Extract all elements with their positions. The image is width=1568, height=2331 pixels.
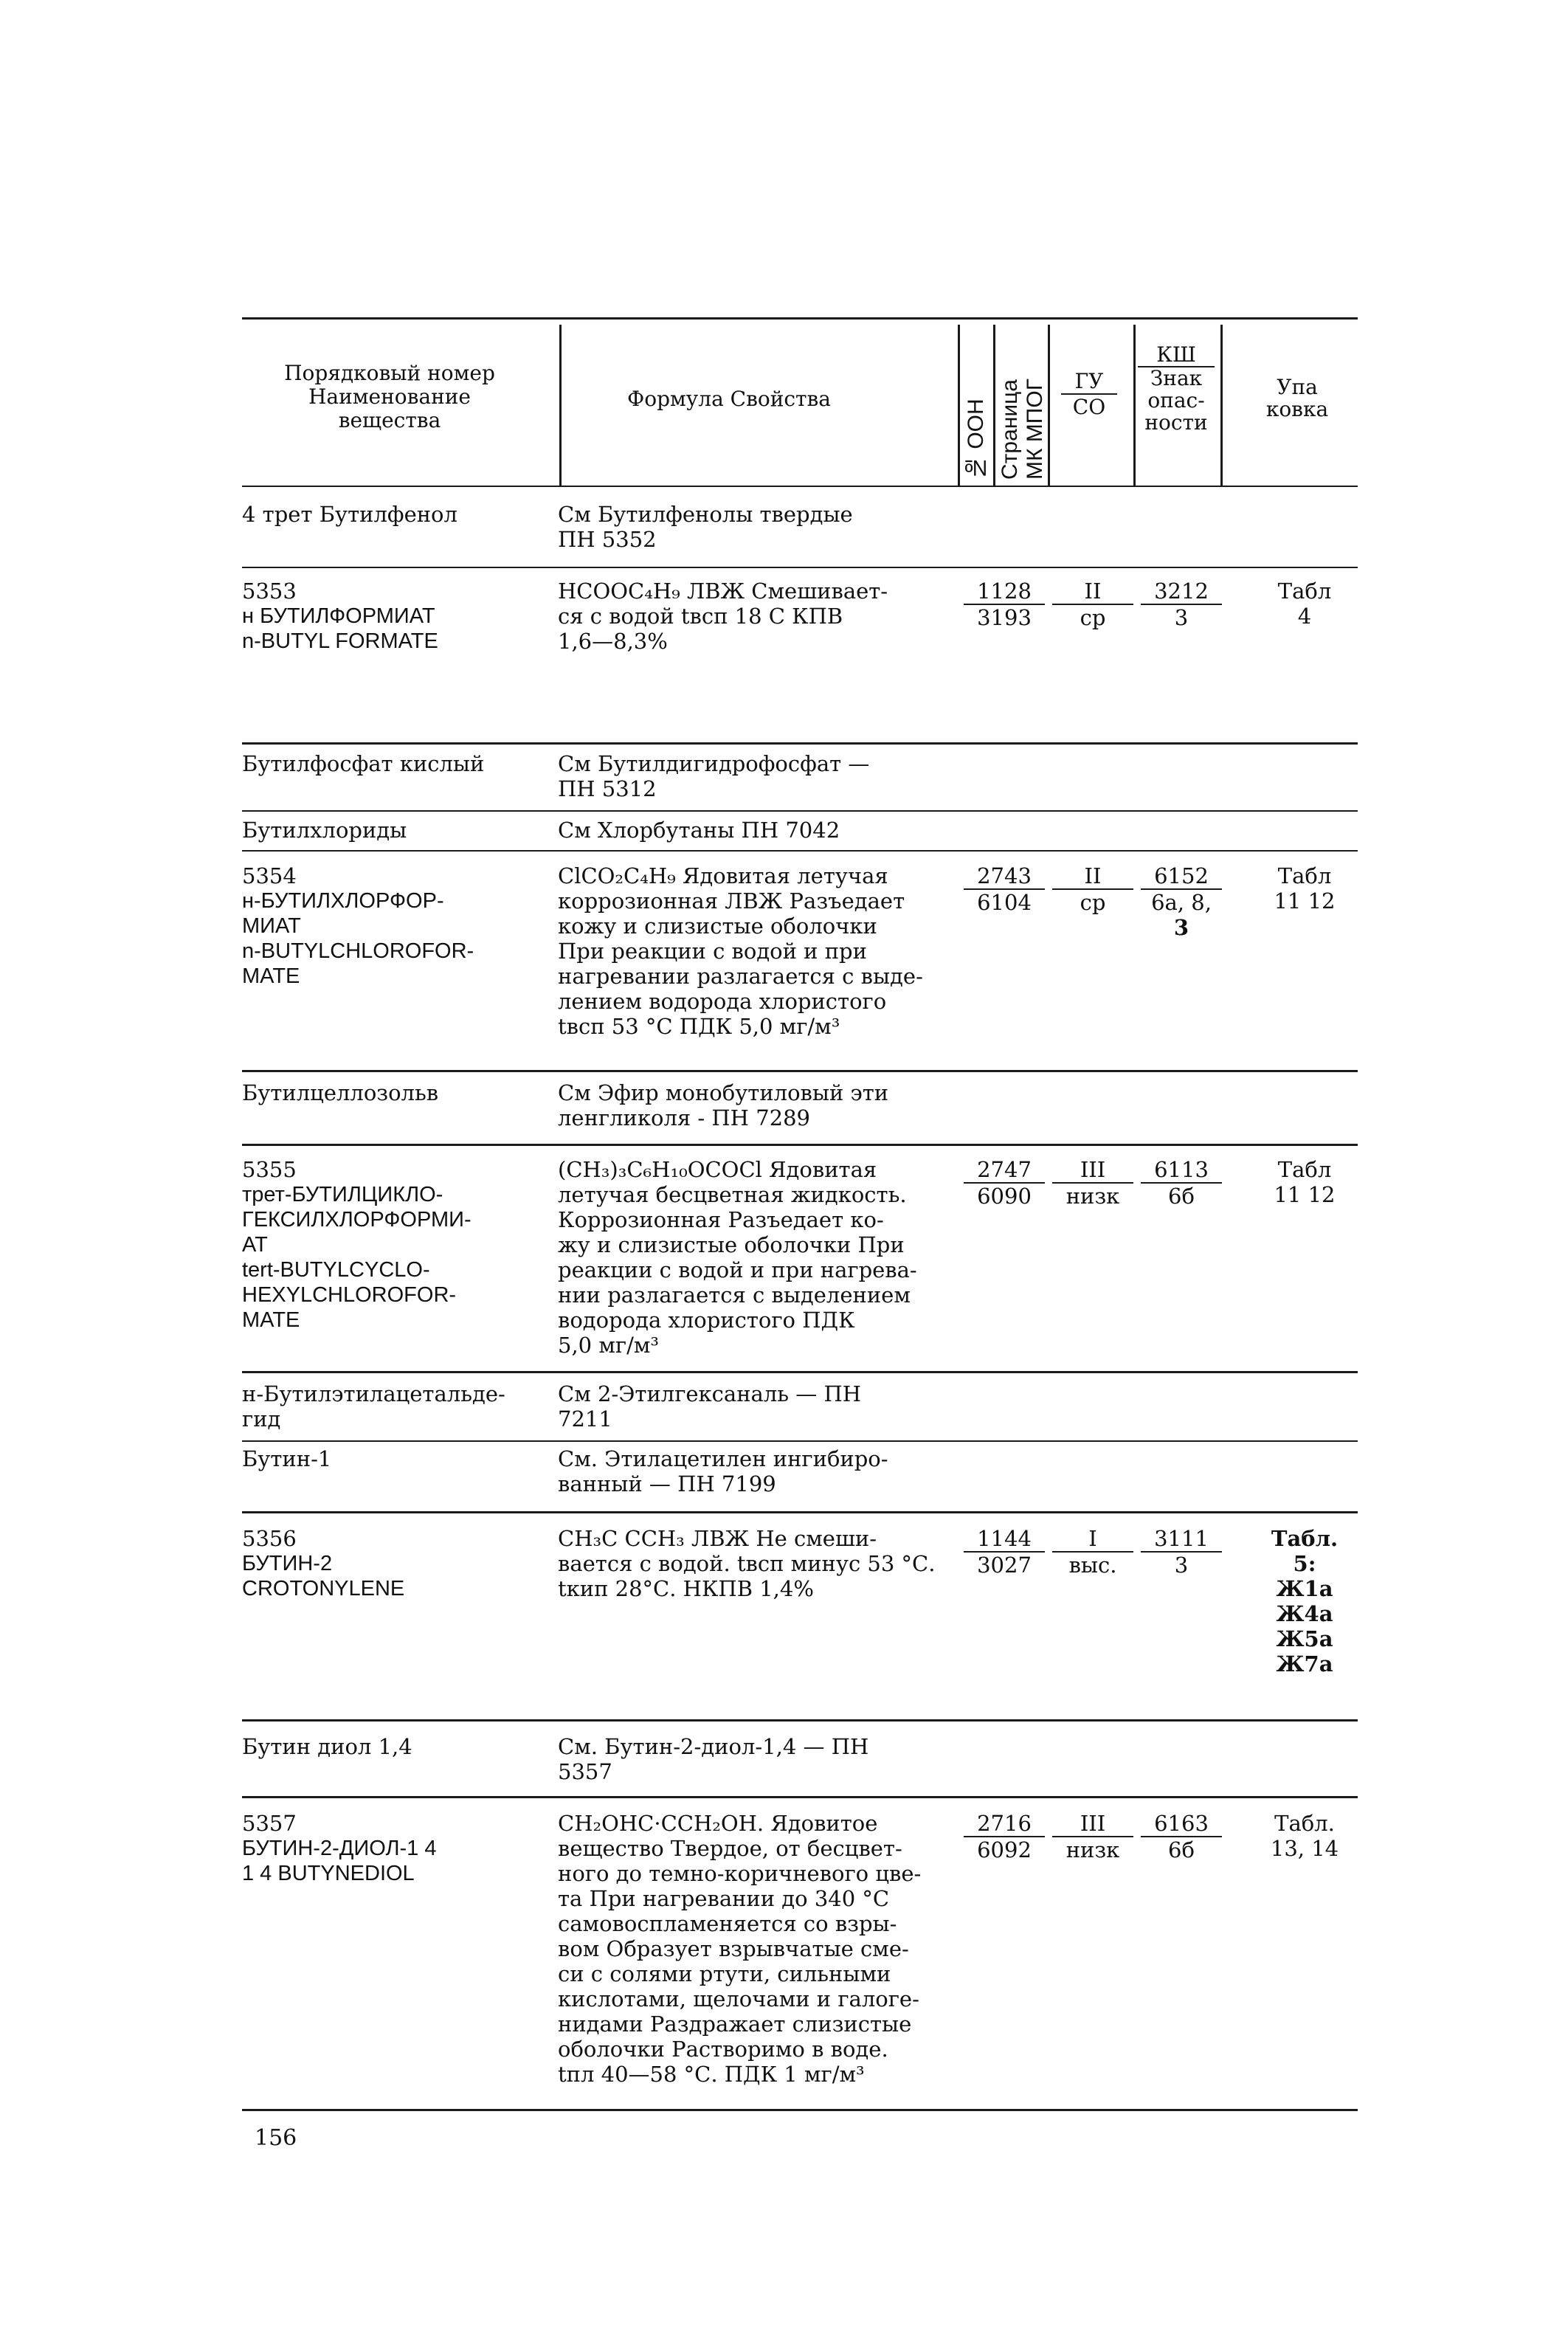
row-name-line: БУТИН-2 — [242, 1552, 333, 1575]
row-props-line: tкип 28°С. НКПВ 1,4% — [558, 1576, 814, 1601]
row-name-line: tert-BUTYLCYCLO- — [242, 1258, 430, 1282]
row-name-line: CROTONYLENE — [242, 1577, 405, 1600]
danger-sign: 3 — [1141, 604, 1222, 630]
header-col-ksh-sub-line: ности — [1144, 410, 1208, 435]
un-number: 1144 — [977, 1526, 1032, 1551]
row-name-line: MATE — [242, 964, 300, 988]
row-rule — [242, 1371, 1358, 1373]
packaging-line: Ж5а — [1276, 1626, 1333, 1651]
row-props-line: 7211 — [558, 1406, 612, 1432]
row-name-line: MATE — [242, 1308, 300, 1332]
header-col-gu-den: СО — [1061, 393, 1117, 419]
packaging-line: 4 — [1297, 604, 1312, 629]
row-props-line: tпл 40—58 °С. ПДК 1 мг/м³ — [558, 2062, 865, 2087]
danger-sign: 6б — [1141, 1836, 1222, 1862]
row-name-line: ГЕКСИЛХЛОРФОРМИ- — [242, 1208, 472, 1232]
row-props-line: ся с водой tвсп 18 С КПВ — [558, 604, 843, 629]
header-col-name-line: Наименование — [308, 384, 471, 409]
danger-level: ср — [1052, 604, 1133, 630]
page-number-ref: 6090 — [964, 1182, 1045, 1209]
row-props-line: вещество Твердое, от бесцвет- — [558, 1836, 902, 1861]
row-rule — [242, 1070, 1358, 1072]
row-props-line: коррозионная ЛВЖ Разъедает — [558, 888, 905, 914]
row-name-line: АТ — [242, 1233, 268, 1257]
row-props-line: CH₃C CCH₃ ЛВЖ Не смеши- — [558, 1526, 877, 1551]
packaging-line: Ж1а — [1276, 1576, 1333, 1601]
row-props-line: лением водорода хлористого — [558, 989, 887, 1014]
header-divider — [993, 325, 995, 487]
row-name-line: Бутилцеллозольв — [242, 1080, 439, 1105]
row-props-line: 1,6—8,3% — [558, 629, 668, 654]
row-rule — [242, 742, 1358, 745]
row-name-line: 4 трет Бутилфенол — [242, 502, 457, 527]
header-col-pack-line: Упа — [1277, 375, 1318, 399]
row-props-line: 5,0 мг/м³ — [558, 1333, 660, 1358]
un-number: 2716 — [977, 1811, 1032, 1836]
row-props-line: См. Бутин-2-диол-1,4 — ПН — [558, 1734, 869, 1759]
row-props-line: кислотами, щелочами и галоге- — [558, 1986, 919, 2011]
header-col-name-line: вещества — [338, 408, 441, 432]
row-name-line: МИАТ — [242, 914, 301, 938]
row-props-line: ПН 5352 — [558, 527, 657, 552]
row-name-line: n-BUTYL FORMATE — [242, 629, 438, 653]
row-props-line: реакции с водой и при нагрева- — [558, 1257, 917, 1282]
row-props-line: См Бутилдигидрофосфат — — [558, 751, 870, 776]
packaging-line: 11 12 — [1274, 1182, 1336, 1207]
packaging-line: Табл — [1277, 863, 1332, 888]
danger-sign-extra: 3 — [1173, 915, 1189, 940]
page-number: 156 — [255, 2125, 297, 2151]
row-name-line: Бутилхлориды — [242, 818, 407, 843]
packaging-line: Ж7а — [1276, 1651, 1333, 1676]
packing-group: II — [1084, 579, 1102, 604]
header-col-formula-label: Формула Свойства — [627, 387, 831, 411]
packaging-line: 5: — [1293, 1551, 1316, 1576]
row-name-line: n-BUTYLCHLOROFOR- — [242, 939, 474, 963]
row-props-line: та При нагревании до 340 °С — [558, 1886, 890, 1911]
header-col-pack — [1238, 376, 1356, 561]
header-col-ksh-sub — [1138, 366, 1215, 434]
ksh-code: 6113 — [1154, 1157, 1209, 1182]
header-divider — [1133, 325, 1136, 487]
row-name-line: Бутин диол 1,4 — [242, 1734, 412, 1759]
row-props-line: 5357 — [558, 1759, 612, 1784]
header-divider — [1048, 325, 1050, 487]
header-col-page-line: Страница — [998, 379, 1022, 480]
packaging-line: Табл — [1277, 579, 1332, 604]
danger-sign: 6а, 8, — [1141, 888, 1222, 915]
row-props-line: ClCO₂C₄H₉ Ядовитая летучая — [558, 863, 888, 888]
row-props-line: водорода хлористого ПДК — [558, 1308, 855, 1333]
header-col-un-label: № ООН — [964, 398, 988, 480]
row-rule — [242, 1719, 1358, 1722]
row-name-line: н БУТИЛФОРМИАТ — [242, 604, 435, 628]
packing-group: I — [1088, 1526, 1097, 1551]
ksh-code: 3111 — [1154, 1526, 1209, 1551]
row-props-line: нидами Раздражает слизистые — [558, 2011, 912, 2037]
header-col-pack-line: ковка — [1265, 397, 1329, 421]
un-number: 1128 — [977, 579, 1032, 604]
danger-sign: 3 — [1141, 1551, 1222, 1578]
packaging-line: Табл. — [1271, 1526, 1339, 1551]
row-name-line: трет-БУТИЛЦИКЛО- — [242, 1183, 443, 1206]
danger-level: ср — [1052, 888, 1133, 915]
row-props-line: ного до темно-коричневого цве- — [558, 1861, 922, 1886]
page-number-ref: 6104 — [964, 888, 1045, 915]
header-col-ksh-sub-line: опас- — [1147, 388, 1205, 412]
row-props-line: См Эфир монобутиловый эти — [558, 1080, 889, 1105]
header-col-gu — [1061, 369, 1117, 419]
row-props-line: кожу и слизистые оболочки — [558, 914, 877, 939]
row-props-line: См 2-Этилгексаналь — ПН — [558, 1381, 862, 1406]
row-name-line: н-Бутилэтилацетальде- — [242, 1381, 505, 1406]
row-props-line: летучая бесцветная жидкость. — [558, 1182, 907, 1207]
danger-level: низк — [1052, 1836, 1133, 1862]
header-col-ksh-top: КШ — [1156, 342, 1196, 367]
row-name-line: 1 4 BUTYNEDIOL — [242, 1862, 415, 1885]
row-props-line: HCOOC₄H₉ ЛВЖ Смешивает- — [558, 579, 888, 604]
row-props-line: нагревании разлагается с выде- — [558, 964, 923, 989]
packing-group: III — [1080, 1157, 1106, 1182]
row-props-line: нии разлагается с выделением — [558, 1282, 911, 1308]
row-props-line: (CH₃)₃C₆H₁₀OCOCl Ядовитая — [558, 1157, 877, 1182]
row-name-line: БУТИН-2-ДИОЛ-1 4 — [242, 1837, 437, 1860]
row-props-line: ПН 5312 — [558, 776, 657, 801]
row-props-line: См Бутилфенолы твердые — [558, 502, 853, 527]
row-name-line: HEXYLCHLOROFOR- — [242, 1283, 457, 1307]
row-rule — [242, 2109, 1358, 2111]
danger-level: выс. — [1052, 1551, 1133, 1578]
row-rule — [242, 1440, 1358, 1442]
un-number: 2747 — [977, 1157, 1032, 1182]
row-rule — [242, 1796, 1358, 1798]
header-divider — [559, 325, 562, 487]
row-props-line: CH₂OHC·CCH₂OH. Ядовитое — [558, 1811, 878, 1836]
header-col-page-line: МК МПОГ — [1023, 379, 1047, 480]
ksh-code: 6152 — [1154, 863, 1209, 888]
row-name-line: Бутилфосфат кислый — [242, 751, 485, 776]
packaging-line: Ж4а — [1276, 1601, 1333, 1626]
header-bottom-rule — [242, 486, 1358, 487]
header-top-rule — [242, 317, 1358, 320]
page-number-ref: 6092 — [964, 1836, 1045, 1862]
row-props-line: tвсп 53 °С ПДК 5,0 мг/м³ — [558, 1014, 840, 1039]
row-name-line: 5353 — [242, 579, 297, 604]
page-number-ref: 3027 — [964, 1551, 1045, 1578]
row-props-line: вается с водой. tвсп минус 53 °С. — [558, 1551, 936, 1576]
danger-level: низк — [1052, 1182, 1133, 1209]
row-name-line: 5354 — [242, 863, 297, 888]
header-divider — [1220, 325, 1223, 487]
row-props-line: жу и слизистые оболочки При — [558, 1232, 905, 1257]
row-name-line: гид — [242, 1406, 281, 1432]
row-props-line: При реакции с водой и при — [558, 939, 867, 964]
header-col-page — [998, 332, 1048, 480]
row-name-line: 5355 — [242, 1157, 297, 1182]
packing-group: II — [1084, 863, 1102, 888]
row-rule — [242, 810, 1358, 812]
packing-group: III — [1080, 1811, 1106, 1836]
header-col-ksh-sub-line: Знак — [1150, 366, 1203, 390]
row-props-line: самовоспламеняется со взры- — [558, 1911, 897, 1936]
page-number-ref: 3193 — [964, 604, 1045, 630]
danger-sign: 6б — [1141, 1182, 1222, 1209]
row-name-line: 5357 — [242, 1811, 297, 1836]
header-col-un — [964, 332, 989, 480]
row-rule — [242, 1511, 1358, 1513]
row-props-line: оболочки Растворимо в воде. — [558, 2037, 888, 2062]
header-col-name-line: Порядковый номер — [284, 361, 495, 385]
row-props-line: См Хлорбутаны ПН 7042 — [558, 818, 840, 843]
packaging-line: 13, 14 — [1270, 1836, 1339, 1861]
header-col-gu-num: ГУ — [1074, 369, 1104, 393]
row-rule — [242, 850, 1358, 852]
row-props-line: вом Образует взрывчатые сме- — [558, 1936, 909, 1961]
packaging-line: Табл. — [1274, 1811, 1335, 1836]
row-name-line: Бутин-1 — [242, 1446, 332, 1471]
row-props-line: си с солями ртути, сильными — [558, 1961, 891, 1986]
row-props-line: См. Этилацетилен ингибиро- — [558, 1446, 888, 1471]
un-number: 2743 — [977, 863, 1032, 888]
row-props-line: ванный — ПН 7199 — [558, 1471, 776, 1496]
row-name-line: 5356 — [242, 1526, 297, 1551]
header-divider — [958, 325, 960, 487]
ksh-code: 6163 — [1154, 1811, 1209, 1836]
row-name-line: н-БУТИЛХЛОРФОР- — [242, 889, 444, 913]
ksh-code: 3212 — [1154, 579, 1209, 604]
packaging-line: 11 12 — [1274, 888, 1336, 914]
row-props-line: Коррозионная Разъедает ко- — [558, 1207, 884, 1232]
row-rule — [242, 1144, 1358, 1146]
row-props-line: ленгликоля - ПН 7289 — [558, 1105, 810, 1130]
header-col-ksh — [1138, 344, 1215, 434]
row-rule — [242, 567, 1358, 568]
packaging-line: Табл — [1277, 1157, 1332, 1182]
